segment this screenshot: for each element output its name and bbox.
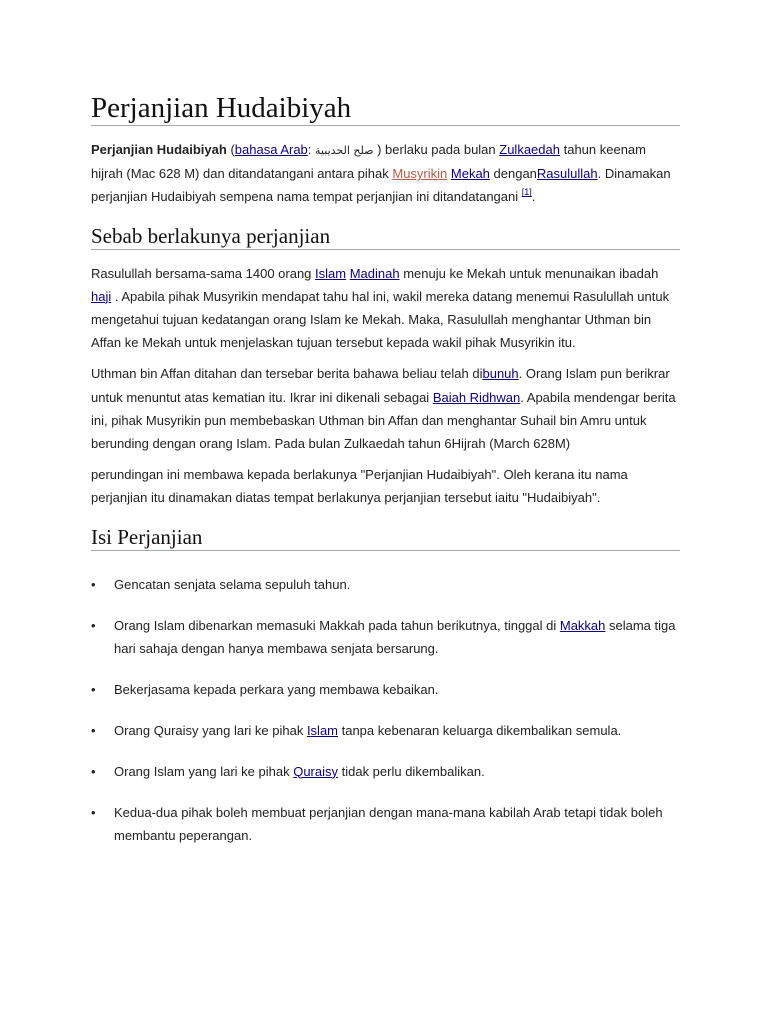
bullet-icon: •: [91, 681, 96, 697]
paragraph-text: . Orang Islam pun berikrar untuk menuntut atas kematian itu. Ikrar ini dikenali sebagai: [91, 366, 670, 405]
link-musyrikin[interactable]: Musyrikin: [392, 166, 448, 182]
link-islam[interactable]: Islam: [315, 265, 347, 281]
link-madinah[interactable]: Madinah: [349, 265, 400, 281]
bullet-icon: •: [91, 722, 96, 738]
paragraph-text: . Apabila mendengar berita ini, pihak Musyrikin pun membebaskan Uthman bin Affan dan menghantar Suhail bin Amru untuk berunding dengan orang Islam. Pada bulan Zulkaedah tahun 6Hijrah (March 628M): [91, 389, 676, 452]
list-item-text: Orang Quraisy yang lari ke pihak: [114, 722, 307, 738]
link-mekah[interactable]: Mekah: [450, 166, 490, 182]
section-heading-isi: Isi Perjanjian: [91, 524, 680, 551]
list-item: [91, 719, 680, 742]
link-islam-list[interactable]: Islam: [306, 722, 338, 738]
intro-text: .: [531, 189, 536, 205]
list-item: [91, 678, 680, 701]
intro-text: ) berlaku pada bulan: [373, 142, 500, 157]
list-item-text: Kedua-dua pihak boleh membuat perjanjian dengan mana-mana kabilah Arab tetapi tidak boleh membantu peperangan.: [114, 804, 663, 843]
arabic-term: صلح الحديبية: [315, 144, 374, 157]
section1-paragraph-2: [91, 362, 680, 455]
intro-bold-term: Perjanjian Hudaibiyah: [91, 142, 227, 157]
link-quraisy[interactable]: Quraisy: [293, 763, 338, 779]
list-item-text: Orang Islam yang lari ke pihak: [114, 763, 294, 779]
bullet-icon: •: [91, 804, 96, 820]
bullet-icon: •: [91, 617, 96, 633]
list-item: [91, 801, 680, 847]
paragraph-text: menuju ke Mekah untuk menunaikan ibadah: [399, 265, 659, 281]
paragraph-text: Rasulullah bersama-sama 1400 orang: [91, 265, 316, 281]
link-rasulullah[interactable]: Rasulullah: [536, 166, 598, 182]
reference-1-link[interactable]: [1]: [521, 187, 532, 198]
list-item: [91, 573, 680, 596]
intro-text: dengan: [489, 166, 537, 182]
link-haji[interactable]: haji: [91, 288, 112, 304]
link-baiah-ridhwan[interactable]: Baiah Ridhwan: [432, 389, 521, 405]
agreement-terms-list: [91, 573, 680, 847]
bullet-icon: •: [91, 576, 96, 592]
link-bunuh[interactable]: bunuh: [482, 366, 519, 382]
list-item-text: tidak perlu dikembalikan.: [338, 763, 485, 779]
link-bahasa-arab[interactable]: bahasa Arab: [234, 142, 308, 157]
intro-paragraph: [91, 138, 680, 209]
list-item-text: Orang Islam dibenarkan memasuki Makkah pada tahun berikutnya, tinggal di: [114, 617, 560, 633]
list-item-text: tanpa kebenaran keluarga dikembalikan semula.: [338, 722, 622, 738]
intro-text: (: [226, 142, 235, 157]
list-item-text: Gencatan senjata selama sepuluh tahun.: [114, 576, 351, 592]
paragraph-text: Uthman bin Affan ditahan dan tersebar berita bahawa beliau telah di: [91, 366, 483, 382]
list-item-text: selama tiga hari sahaja dengan hanya membawa senjata bersarung.: [114, 617, 676, 656]
paragraph-text: . Apabila pihak Musyrikin mendapat tahu hal ini, wakil mereka datang menemui Rasulullah untuk mengetahui tujuan kedatangan orang Islam ke Mekah. Maka, Rasulullah menghantar Uthman bin Affan ke Mekah untuk menjelaskan tujuan tersebut kepada wakil pihak Musyrikin itu.: [91, 288, 670, 351]
intro-text: . Dinamakan perjanjian Hudaibiyah sempena nama tempat perjanjian ini ditandatangani: [91, 166, 671, 205]
bullet-icon: •: [91, 763, 96, 779]
intro-text: :: [307, 142, 316, 157]
page-title: Perjanjian Hudaibiyah: [91, 92, 680, 126]
section1-paragraph-1: [91, 262, 680, 355]
section1-paragraph-3: perundingan ini membawa kepada berlakunya "Perjanjian Hudaibiyah". Oleh kerana itu nama perjanjian itu dinamakan diatas tempat berlakunya perjanjian tersebut iaitu "Hudaibiyah".: [91, 467, 628, 506]
list-item: [91, 614, 680, 660]
link-zulkaedah[interactable]: Zulkaedah: [499, 142, 560, 157]
article-content: [91, 92, 680, 847]
section-heading-sebab: Sebab berlakunya perjanjian: [91, 223, 680, 250]
link-makkah[interactable]: Makkah: [559, 617, 606, 633]
list-item-text: Bekerjasama kepada perkara yang membawa kebaikan.: [114, 681, 439, 697]
list-item: [91, 760, 680, 783]
intro-text: tahun keenam hijrah (Mac 628 M) dan ditandatangani antara pihak: [91, 142, 646, 182]
